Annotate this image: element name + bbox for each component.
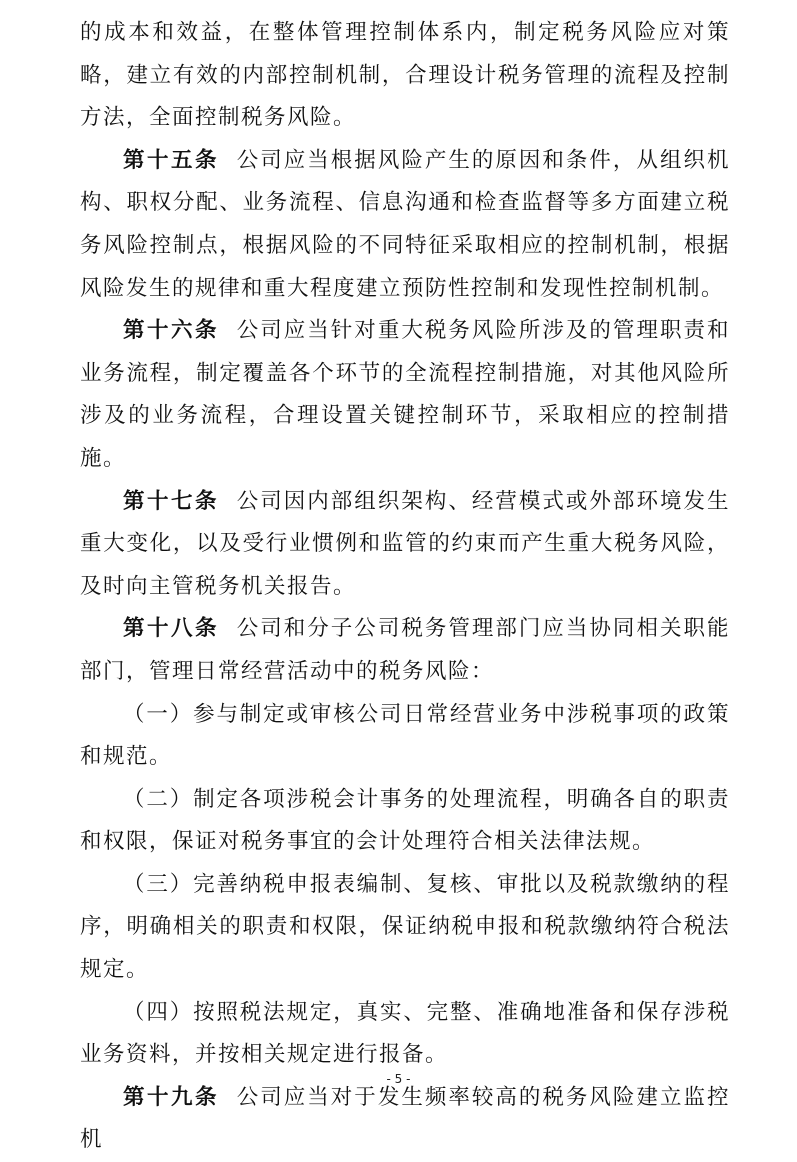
paragraph-text: 的成本和效益，在整体管理控制体系内，制定税务风险应对策略，建立有效的内部控制机制，合理设计税务管理的流程及控制方法，全面控制税务风险。 — [80, 20, 730, 131]
list-item-2 — [80, 779, 730, 864]
article-text: 公司应当根据风险产生的原因和条件，从组织机构、职权分配、业务流程、信息沟通和检查监督等多方面建立税务风险控制点，根据风险的不同特征采取相应的控制机制，根据风险发生的规律和重大程度建立预防性控制和发现性控制机制。 — [80, 147, 730, 301]
list-item-1 — [80, 694, 730, 779]
paragraph-continuation — [80, 12, 730, 140]
list-item-text: （三）完善纳税申报表编制、复核、审批以及税款缴纳的程序，明确相关的职责和权限，保证纳税申报和税款缴纳符合税法规定。 — [80, 871, 730, 983]
list-item-text: （四）按照税法规定，真实、完整、准确地准备和保存涉税业务资料，并按相关规定进行报备。 — [80, 999, 730, 1068]
article-number: 第十八条 — [123, 616, 220, 642]
article-18 — [80, 608, 730, 693]
article-number: 第十五条 — [123, 147, 220, 173]
article-number: 第十六条 — [123, 318, 220, 344]
article-19 — [80, 1077, 730, 1162]
article-number: 第十七条 — [123, 488, 220, 514]
list-item-text: （一）参与制定或审核公司日常经营业务中涉税事项的政策和规范。 — [80, 701, 730, 770]
article-15 — [80, 140, 730, 310]
article-number: 第十九条 — [123, 1084, 220, 1110]
article-17 — [80, 481, 730, 609]
page-number: - 5 - — [386, 1072, 411, 1086]
document-page — [80, 12, 730, 1162]
list-item-3 — [80, 864, 730, 992]
article-text: 公司应当对于发生频率较高的税务风险建立监控机 — [80, 1084, 730, 1153]
list-item-4 — [80, 992, 730, 1077]
article-16 — [80, 310, 730, 480]
list-item-text: （二）制定各项涉税会计事务的处理流程，明确各自的职责和权限，保证对税务事宜的会计处理符合相关法律法规。 — [80, 786, 730, 855]
article-text: 公司因内部组织架构、经营模式或外部环境发生重大变化，以及受行业惯例和监管的约束而产生重大税务风险，及时向主管税务机关报告。 — [80, 488, 730, 599]
article-text: 公司和分子公司税务管理部门应当协同相关职能部门，管理日常经营活动中的税务风险： — [80, 616, 730, 684]
article-text: 公司应当针对重大税务风险所涉及的管理职责和业务流程，制定覆盖各个环节的全流程控制措施，对其他风险所涉及的业务流程，合理设置关键控制环节，采取相应的控制措施。 — [80, 318, 730, 471]
